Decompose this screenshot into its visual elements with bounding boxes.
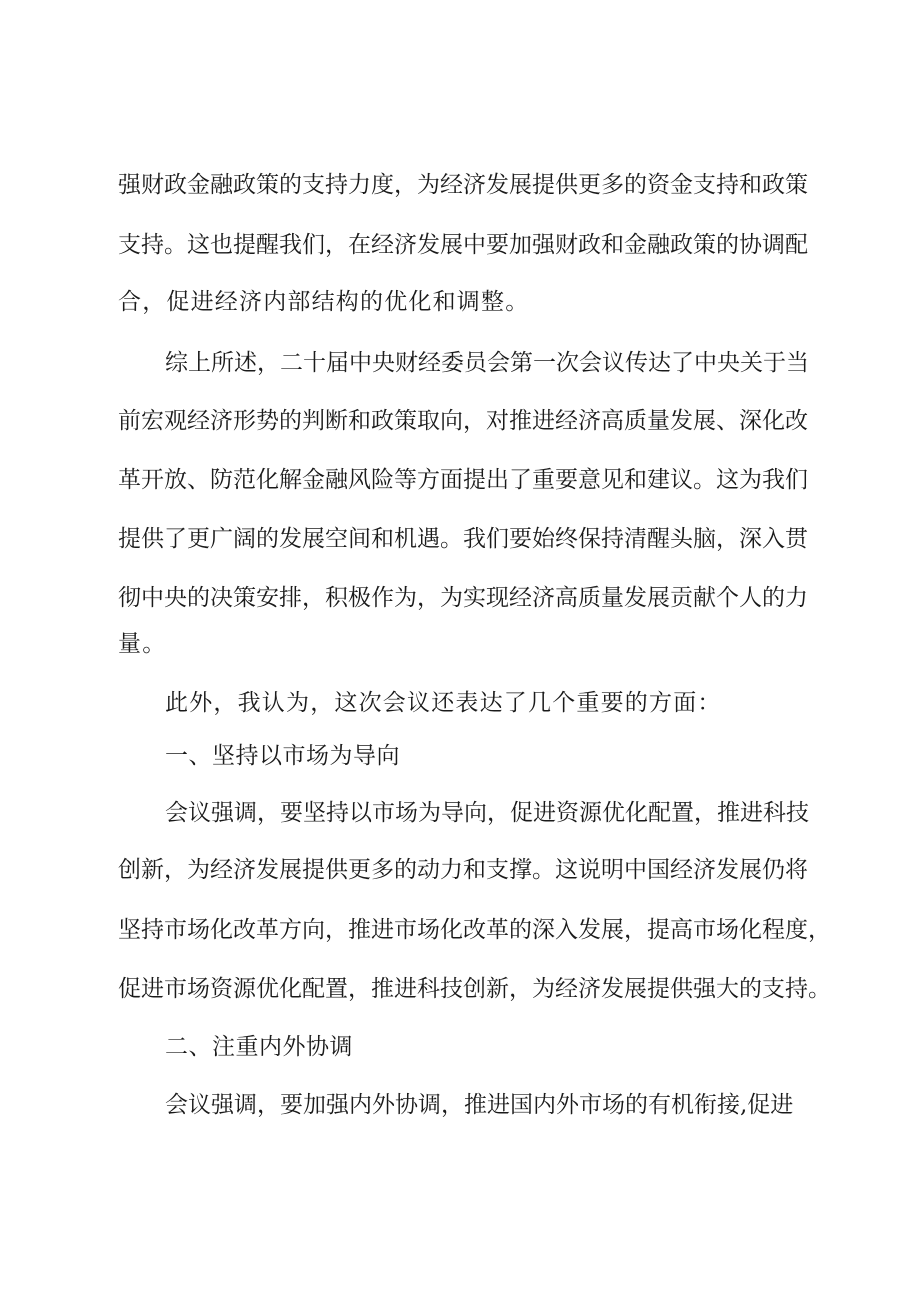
section-heading: 一、坚持以市场为导向 xyxy=(165,743,400,769)
paragraph-line: 革开放、防范化解金融风险等方面提出了重要意见和建议。这为我们 xyxy=(118,467,808,493)
paragraph-line: 合，促进经济内部结构的优化和调整。 xyxy=(118,289,530,315)
paragraph-line: 彻中央的决策安排，积极作为，为实现经济高质量发展贡献个人的力 xyxy=(118,585,808,611)
paragraph-line: 前宏观经济形势的判断和政策取向，对推进经济高质量发展、深化改 xyxy=(118,408,808,434)
paragraph-line: 会议强调，要坚持以市场为导向，促进资源优化配置，推进科技 xyxy=(165,800,809,826)
paragraph-line: 提供了更广阔的发展空间和机遇。我们要始终保持清醒头脑，深入贯 xyxy=(118,526,808,552)
paragraph-line: 会议强调，要加强内外协调，推进国内外市场的有机衔接,促进 xyxy=(165,1092,794,1118)
paragraph-line: 创新，为经济发展提供更多的动力和支撑。这说明中国经济发展仍将 xyxy=(118,857,808,883)
paragraph-line: 量。 xyxy=(118,631,167,657)
paragraph-line: 坚持市场化改革方向，推进市场化改革的深入发展，提高市场化程度， xyxy=(118,917,831,943)
paragraph-line: 促进市场资源优化配置，推进科技创新，为经济发展提供强大的支持。 xyxy=(118,976,831,1002)
paragraph-line: 综上所述，二十届中央财经委员会第一次会议传达了中央关于当 xyxy=(165,350,809,376)
section-heading: 二、注重内外协调 xyxy=(165,1034,353,1060)
paragraph-line: 此外，我认为，这次会议还表达了几个重要的方面： xyxy=(165,690,722,716)
paragraph-line: 支持。这也提醒我们，在经济发展中要加强财政和金融政策的协调配 xyxy=(118,232,808,258)
paragraph-line: 强财政金融政策的支持力度，为经济发展提供更多的资金支持和政策 xyxy=(118,172,808,198)
